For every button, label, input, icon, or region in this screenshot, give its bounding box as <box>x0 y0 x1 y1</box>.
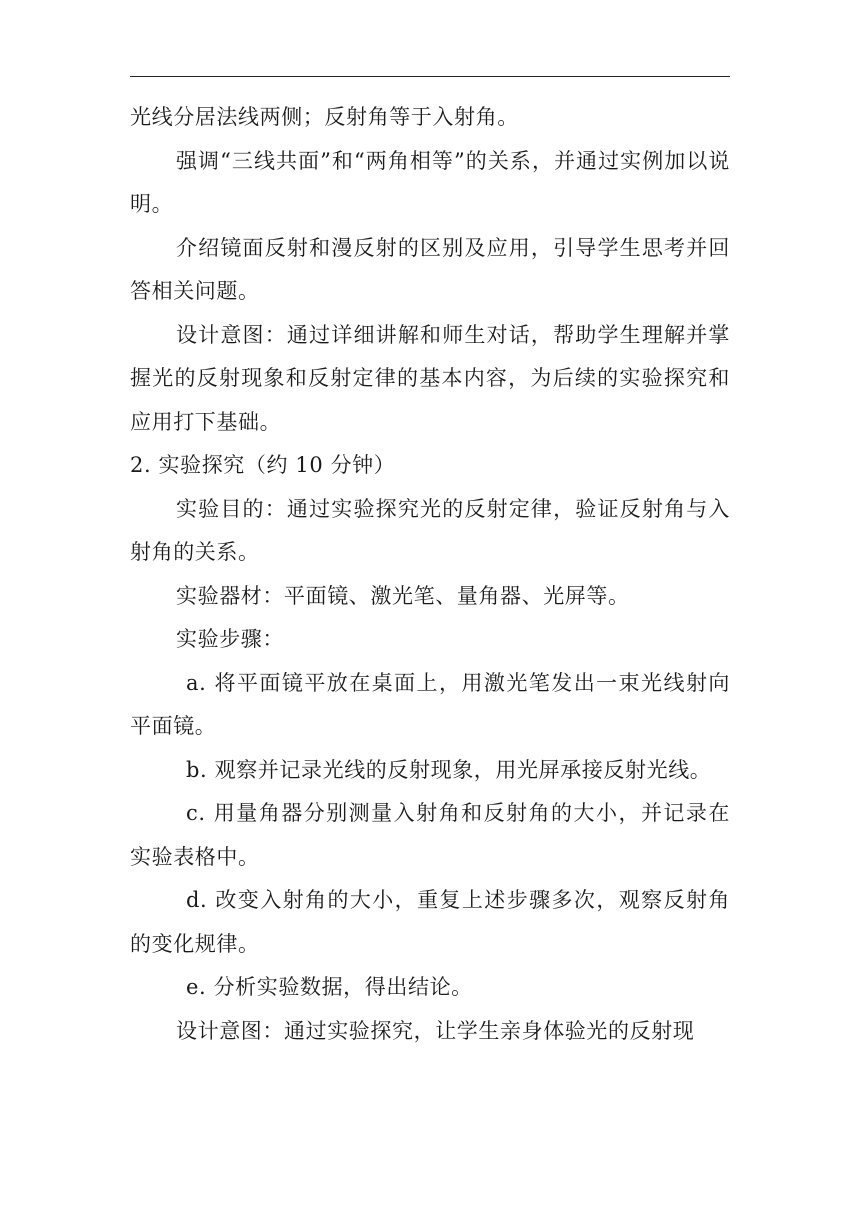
paragraph-design-intent-2: 设计意图：通过实验探究，让学生亲身体验光的反射现 <box>176 1018 695 1043</box>
paragraph-reflection-types: 介绍镜面反射和漫反射的区别及应用，引导学生思考并回答相关问题。 <box>130 235 730 303</box>
step-c: c. 用量角器分别测量入射角和反射角的大小，并记录在实验表格中。 <box>130 801 730 869</box>
paragraph-experiment-steps-label: 实验步骤： <box>176 627 284 651</box>
section-heading-experiment: 2. 实验探究（约 10 分钟） <box>130 453 396 477</box>
paragraph-emphasis: 强调“三线共面”和“两角相等”的关系，并通过实例加以说明。 <box>130 148 730 216</box>
paragraph-design-intent-1: 设计意图：通过详细讲解和师生对话，帮助学生理解并掌握光的反射现象和反射定律的基本内容，为后续的实验探究和应用打下基础。 <box>130 322 730 434</box>
document-body <box>130 96 730 1053</box>
paragraph-continuation: 光线分居法线两侧；反射角等于入射角。 <box>130 105 519 129</box>
step-d: d. 改变入射角的大小，重复上述步骤多次，观察反射角的变化规律。 <box>130 888 730 956</box>
step-e: e. 分析实验数据，得出结论。 <box>186 975 473 999</box>
step-b: b. 观察并记录光线的反射现象，用光屏承接反射光线。 <box>186 757 712 782</box>
paragraph-experiment-purpose: 实验目的：通过实验探究光的反射定律，验证反射角与入射角的关系。 <box>130 496 730 564</box>
header-rule <box>130 76 730 77</box>
paragraph-experiment-equipment: 实验器材：平面镜、激光笔、量角器、光屏等。 <box>176 583 630 608</box>
step-a: a. 将平面镜平放在桌面上，用激光笔发出一束光线射向平面镜。 <box>130 670 730 738</box>
